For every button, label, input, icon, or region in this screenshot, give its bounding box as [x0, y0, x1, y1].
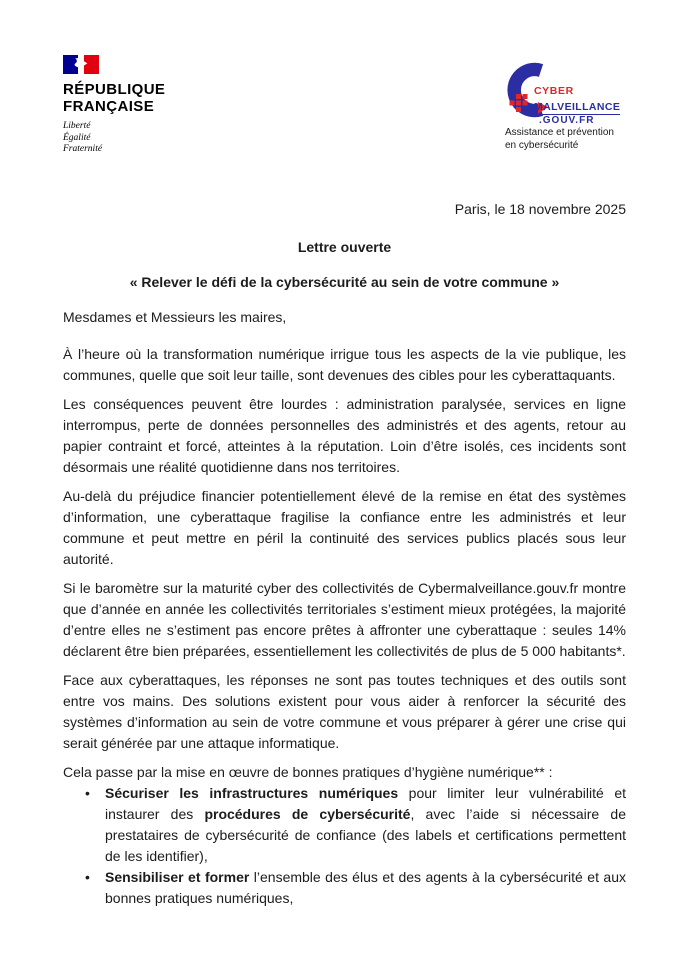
- bullet-text: procédures de cybersécurité: [204, 806, 411, 822]
- letter-kicker: Lettre ouverte: [297, 239, 392, 255]
- bullet-list: [63, 783, 626, 909]
- republique-motto: Liberté Égalité Fraternité: [63, 121, 103, 154]
- bullet-icon: •: [85, 785, 90, 801]
- paragraph-5: Face aux cyberattaques, les réponses ne sont pas toutes techniques et des outils sont entre vos mains. Des solutions existent pour vous aider à renforcer la sécurité des systèmes d’information au sein de votre commune et vous préparer à gérer une crise qui serait générée par une attaque informatique.: [63, 672, 626, 751]
- cybermalveillance-tagline: Assistance et prévention en cybersécurité: [505, 127, 614, 151]
- bullet-text: pour limiter leur vulnérabilité et instaurer des: [105, 785, 627, 822]
- cybermalveillance-wordmark: CYBER MALVEILLANCE .GOUV.FR: [534, 85, 621, 126]
- republique-wordmark: RÉPUBLIQUE FRANÇAISE: [63, 81, 166, 115]
- bullet-list-intro: Cela passe par la mise en œuvre de bonnes pratiques d’hygiène numérique** :: [63, 764, 553, 780]
- bullet-text: l’ensemble des élus et des agents à la cybersécurité et aux bonnes pratiques numériques,: [105, 869, 626, 906]
- paragraph-1: À l’heure où la transformation numérique irrigue tous les aspects de la vie publique, les communes, quelle que soit leur taille, sont devenues des cibles pour les cyberattaquants.: [63, 346, 626, 383]
- list-item-sensibiliser-former: [85, 867, 626, 909]
- letter-title: « Relever le défi de la cybersécurité au sein de votre commune »: [129, 274, 560, 290]
- letter-content: [63, 0, 626, 909]
- bullet-text: Sensibiliser et former: [105, 869, 250, 885]
- paragraph-2: Les conséquences peuvent être lourdes : administration paralysée, services en ligne interrompus, perte de données personnelles des administrés et des agents, retour au papier contraint et forcé, atteintes à la réputation. Loin d’être isolés, ces incidents sont désormais une réalité quotidienne dans nos territoires.: [63, 396, 626, 475]
- bullet-text: Sécuriser les infrastructures numériques: [105, 785, 399, 801]
- bullet-icon: •: [85, 869, 90, 885]
- paragraph-3: Au-delà du préjudice financier potentiellement élevé de la remise en état des systèmes d’information, une cyberattaque fragilise la confiance entre les administrés et leur commune et peut mettre en péril la continuité des services publics placés sous leur autorité.: [63, 488, 626, 567]
- dateline: Paris, le 18 novembre 2025: [454, 201, 626, 217]
- bullet-text: , avec l’aide si nécessaire de prestataires de cybersécurité de confiance (des labels et certifications permettent de les identifier),: [105, 806, 626, 864]
- list-item-secure-infrastructures: [85, 783, 627, 867]
- salutation: Mesdames et Messieurs les maires,: [63, 309, 287, 325]
- paragraph-4: Si le baromètre sur la maturité cyber des collectivités de Cybermalveillance.gouv.fr montre que d’année en année les collectivités territoriales s’estiment mieux protégées, la majorité d’entre elles ne s’estiment pas encore prêtes à affronter une cyberattaque : seules 14% déclarent être bien préparées, essentiellement les collectivités de plus de 5 000 habitants*.: [63, 580, 626, 659]
